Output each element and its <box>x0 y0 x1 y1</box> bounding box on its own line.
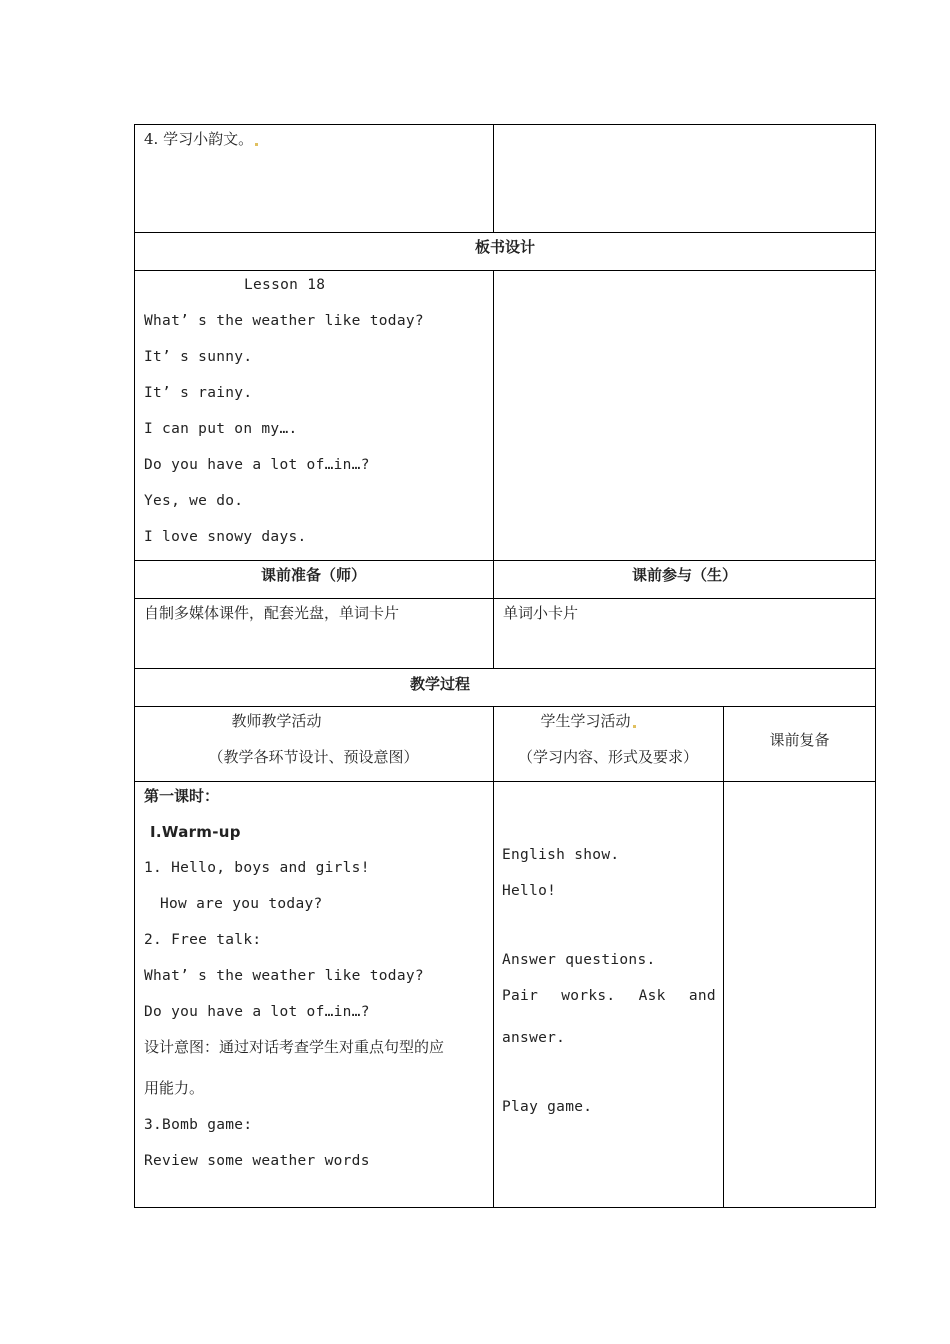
student-line: Hello! <box>502 883 557 899</box>
design-intent-cont: 用能力。 <box>144 1079 205 1097</box>
edit-mark <box>633 725 636 728</box>
lesson-period-title: 第一课时： <box>144 787 220 805</box>
section-title: Ⅰ.Warm-up <box>150 823 241 841</box>
teacher-prep-content: 自制多媒体课件，配套光盘，单词卡片 <box>144 604 400 622</box>
board-line: It’ s rainy. <box>144 385 253 401</box>
student-prep-header: 课前参与（生） <box>631 566 737 584</box>
student-prep-content: 单词小卡片 <box>503 604 579 622</box>
col1-subtitle: （教学各环节设计、预设意图） <box>208 748 419 766</box>
word: and <box>688 988 716 1004</box>
col2-title-text: 学生学习活动 <box>540 712 631 730</box>
board-line: Yes, we do. <box>144 493 244 509</box>
board-line: I can put on my…. <box>144 421 298 437</box>
col1-title: 教师教学活动 <box>231 712 322 730</box>
board-line: Lesson 18 <box>244 277 326 293</box>
row1-text: 4. 学习小韵文。 <box>144 130 254 148</box>
word: works. <box>561 988 616 1004</box>
student-line: English show. <box>502 847 620 863</box>
teacher-line: 1. Hello, boys and girls! <box>144 860 370 876</box>
col2-title <box>493 711 683 731</box>
board-line: Do you have a lot of…in…? <box>144 457 370 473</box>
student-line-justified <box>502 986 716 1006</box>
board-line: What’ s the weather like today? <box>144 313 424 329</box>
teacher-prep-header: 课前准备（师） <box>260 566 366 584</box>
teacher-line: Review some weather words <box>144 1153 370 1169</box>
student-line: answer. <box>502 1030 566 1046</box>
teacher-line: How are you today? <box>160 896 323 912</box>
board-design-header: 板书设计 <box>474 238 535 256</box>
student-line: Play game. <box>502 1099 593 1115</box>
board-line: I love snowy days. <box>144 529 307 545</box>
word: Ask <box>638 988 666 1004</box>
design-intent: 设计意图：通过对话考查学生对重点句型的应 <box>144 1038 445 1056</box>
teacher-line: 2. Free talk: <box>144 932 262 948</box>
row1-item <box>144 129 258 149</box>
teacher-line: What’ s the weather like today? <box>144 968 424 984</box>
col3-title: 课前复备 <box>769 731 830 749</box>
board-line: It’ s sunny. <box>144 349 253 365</box>
teacher-line: 3.Bomb game: <box>144 1117 253 1133</box>
teacher-line: Do you have a lot of…in…? <box>144 1004 370 1020</box>
word: Pair <box>502 988 539 1004</box>
edit-mark <box>255 143 258 146</box>
process-header: 教学过程 <box>409 675 470 693</box>
col2-subtitle: （学习内容、形式及要求） <box>517 748 698 766</box>
student-line: Answer questions. <box>502 952 656 968</box>
